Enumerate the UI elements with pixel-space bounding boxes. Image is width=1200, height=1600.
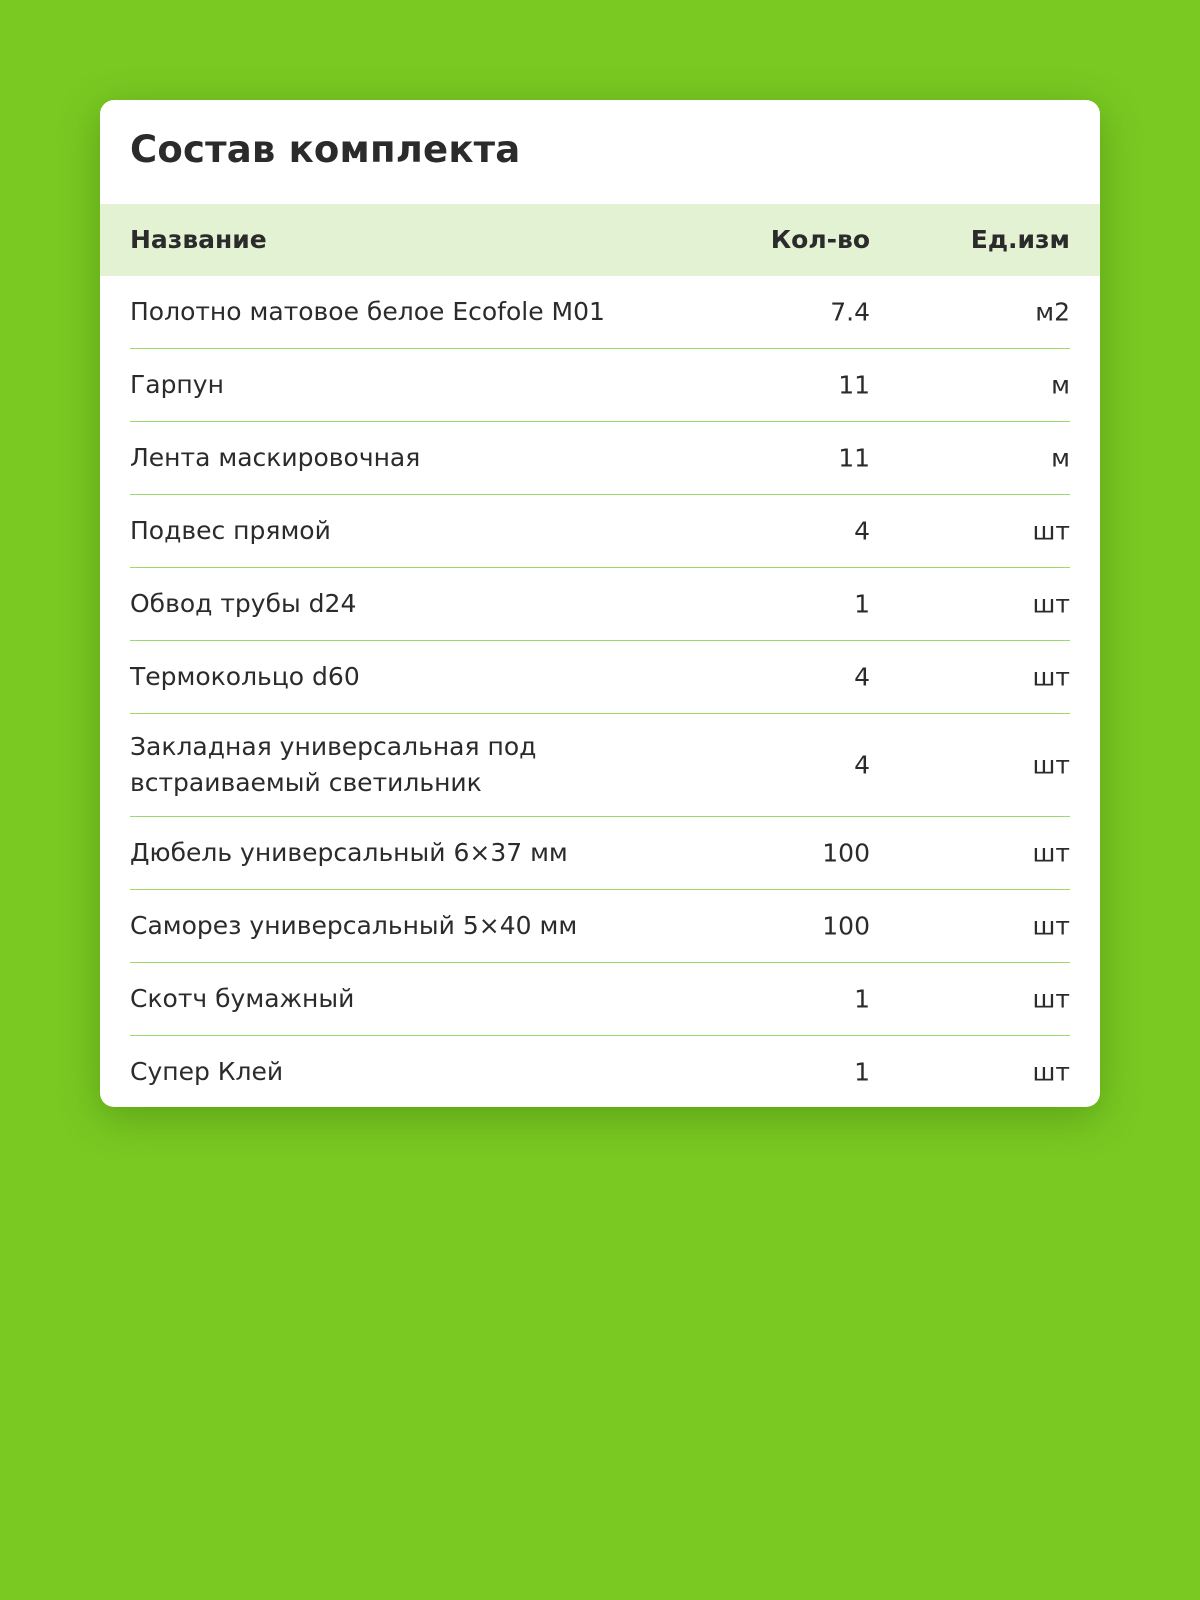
table-row xyxy=(130,495,1070,568)
row-unit: шт xyxy=(1032,589,1070,619)
row-unit: м xyxy=(1051,443,1070,473)
row-name: Гарпун xyxy=(130,370,224,399)
row-qty: 100 xyxy=(822,838,870,868)
row-name: Саморез универсальный 5×40 мм xyxy=(130,911,578,940)
table-row xyxy=(130,1036,1070,1107)
row-unit: шт xyxy=(1032,984,1070,1014)
row-name: Полотно матовое белое Ecofole M01 xyxy=(130,297,605,326)
row-name: Лента маскировочная xyxy=(130,443,421,472)
card-title: Состав комплекта xyxy=(130,128,521,171)
row-qty: 1 xyxy=(854,589,870,619)
row-qty: 7.4 xyxy=(830,297,870,327)
row-qty: 4 xyxy=(854,516,870,546)
row-name: Закладная универсальная под встраиваемый светильник xyxy=(130,732,537,797)
row-qty: 1 xyxy=(854,1057,870,1087)
row-name: Скотч бумажный xyxy=(130,984,355,1013)
row-unit: шт xyxy=(1032,750,1070,780)
kit-contents-card xyxy=(100,100,1100,1107)
row-unit: шт xyxy=(1032,662,1070,692)
row-name: Супер Клей xyxy=(130,1057,284,1086)
row-name: Дюбель универсальный 6×37 мм xyxy=(130,838,568,867)
row-unit: м xyxy=(1051,370,1070,400)
table-row xyxy=(130,568,1070,641)
table-row xyxy=(130,963,1070,1036)
row-qty: 11 xyxy=(838,370,870,400)
row-unit: шт xyxy=(1032,911,1070,941)
row-unit: шт xyxy=(1032,1057,1070,1087)
row-name: Термокольцо d60 xyxy=(130,662,360,691)
column-header-name: Название xyxy=(130,225,267,254)
row-qty: 100 xyxy=(822,911,870,941)
row-qty: 4 xyxy=(854,750,870,780)
row-unit: м2 xyxy=(1035,297,1070,327)
table-row xyxy=(130,714,1070,817)
table-body xyxy=(130,276,1070,1107)
row-name: Подвес прямой xyxy=(130,516,331,545)
table-row xyxy=(130,349,1070,422)
row-unit: шт xyxy=(1032,516,1070,546)
table-row xyxy=(130,890,1070,963)
table-header xyxy=(100,204,1100,276)
table-row xyxy=(130,817,1070,890)
table-row xyxy=(130,641,1070,714)
table-row xyxy=(130,276,1070,349)
row-qty: 4 xyxy=(854,662,870,692)
table-row xyxy=(130,422,1070,495)
row-qty: 11 xyxy=(838,443,870,473)
column-header-unit: Ед.изм xyxy=(970,225,1070,254)
row-unit: шт xyxy=(1032,838,1070,868)
row-qty: 1 xyxy=(854,984,870,1014)
row-name: Обвод трубы d24 xyxy=(130,589,357,618)
column-header-qty: Кол-во xyxy=(770,225,870,254)
